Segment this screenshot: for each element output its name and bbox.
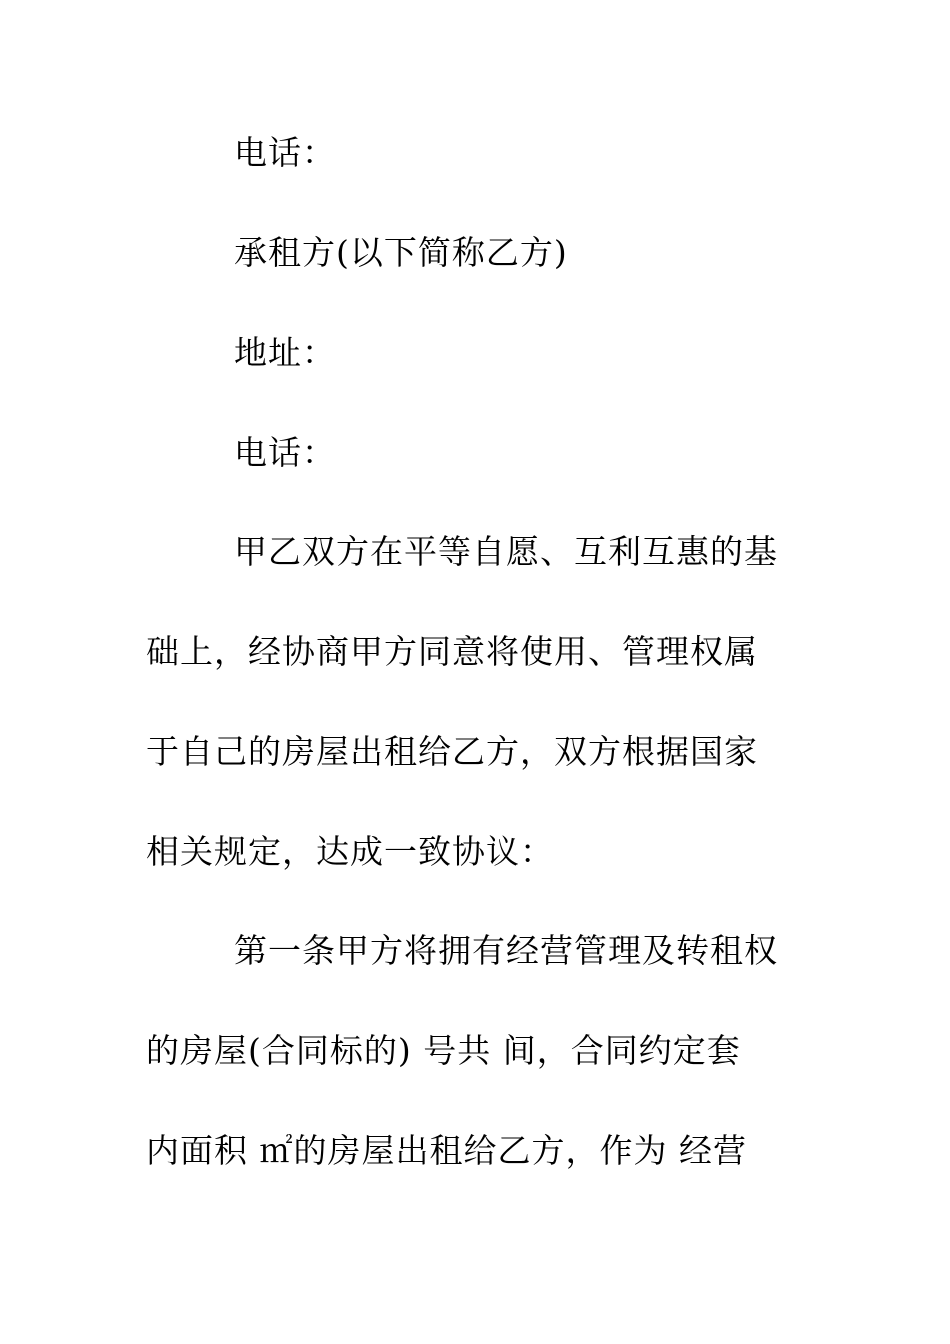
article-one-line-1: 第一条甲方将拥有经营管理及转租权 (234, 931, 778, 970)
preamble-line-4: 相关规定，达成一致协议： (146, 832, 554, 871)
article-one-line-3: 内面积 ㎡的房屋出租给乙方，作为 经营 (146, 1131, 747, 1170)
preamble-line-2: 础上，经协商甲方同意将使用、管理权属 (146, 632, 758, 671)
lessee-address-label: 地址： (234, 333, 336, 372)
lessee-phone-label: 电话： (234, 433, 336, 472)
preamble-line-3: 于自己的房屋出租给乙方，双方根据国家 (146, 732, 758, 771)
article-one-line-2: 的房屋(合同标的) 号共 间，合同约定套 (146, 1031, 741, 1070)
lessee-heading: 承租方(以下简称乙方) (234, 233, 568, 272)
lessor-phone-label: 电话： (234, 133, 336, 172)
preamble-line-1: 甲乙双方在平等自愿、互利互惠的基 (234, 532, 778, 571)
